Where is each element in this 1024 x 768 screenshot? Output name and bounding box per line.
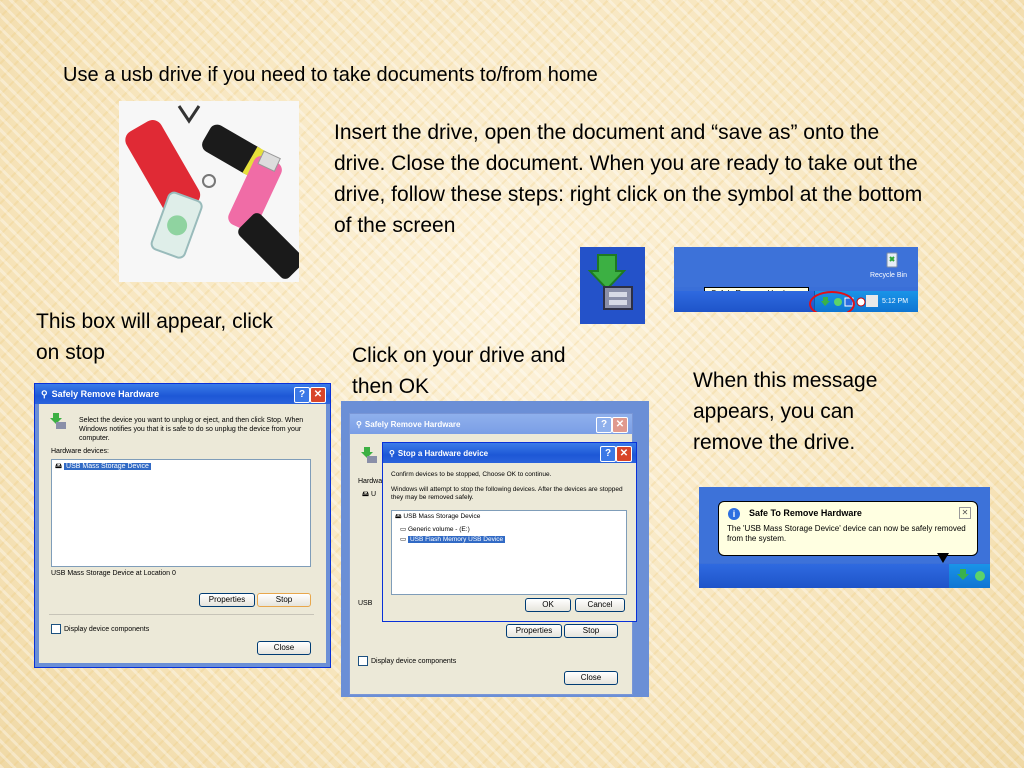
balloon-tail bbox=[937, 553, 949, 563]
list-item[interactable] bbox=[392, 524, 626, 534]
stop-dialog-help-button[interactable]: ? bbox=[600, 446, 616, 462]
tray-remove-hardware-icon[interactable] bbox=[957, 568, 971, 582]
dialog-title-bar bbox=[35, 384, 330, 404]
caption-box-appears: This box will appear, click on stop bbox=[36, 310, 273, 364]
recycle-bin-icon[interactable] bbox=[883, 251, 901, 269]
list-item-label: USB Flash Memory USB Device bbox=[409, 536, 504, 543]
highlight-circle bbox=[809, 291, 855, 312]
hardware-icon: ⚲ bbox=[41, 388, 48, 399]
stop-dialog-confirm: Confirm devices to be stopped, Choose OK to continue. bbox=[391, 471, 552, 478]
taskbar-clock: 5:12 PM bbox=[882, 298, 909, 305]
stop-dialog-title: Stop a Hardware device bbox=[397, 448, 489, 458]
dialog-description: Select the device you want to unplug or eject, and then click Stop. When Windows notifies you that it is safe to do so unplug the device from your computer. bbox=[79, 417, 304, 442]
usb-icon: 🖴 bbox=[55, 463, 63, 470]
background-window-title: Safely Remove Hardware bbox=[364, 419, 461, 429]
background-help-button[interactable]: ? bbox=[596, 417, 612, 433]
balloon-close-button[interactable]: ✕ bbox=[959, 507, 971, 519]
background-close-text-button[interactable]: Close bbox=[564, 671, 618, 685]
balloon-title: Safe To Remove Hardware bbox=[749, 508, 862, 518]
tray-network-icon[interactable] bbox=[974, 569, 986, 581]
tray-app-icon[interactable] bbox=[866, 295, 878, 307]
stop-button[interactable]: Stop bbox=[257, 593, 311, 607]
caption-message-appears: When this message appears, you can remove the drive. bbox=[693, 369, 878, 454]
hardware-device-list[interactable] bbox=[51, 459, 311, 567]
recycle-bin-label: Recycle Bin bbox=[870, 272, 907, 279]
properties-button[interactable]: Properties bbox=[199, 593, 255, 607]
stop-hardware-dialog bbox=[382, 442, 637, 622]
ok-button[interactable]: OK bbox=[525, 598, 571, 612]
list-item-label: USB Mass Storage Device bbox=[403, 513, 481, 520]
background-display-label: Display device components bbox=[371, 657, 457, 665]
instructions-text: Insert the drive, open the document and “save as” onto the drive. Close the document. When you are ready to take out the drive, follow these steps: right click on the symbol at the bottom of the screen bbox=[334, 121, 923, 237]
stop-dialog-icon: ⚲ bbox=[389, 448, 395, 458]
taskbar-screenshot bbox=[674, 247, 918, 312]
list-item[interactable] bbox=[52, 460, 310, 475]
taskbar bbox=[699, 564, 990, 588]
drive-icon: ▭ bbox=[400, 536, 407, 543]
list-item-label: USB Mass Storage Device bbox=[66, 463, 149, 470]
display-device-components[interactable] bbox=[51, 624, 149, 634]
background-display-checkbox[interactable] bbox=[358, 656, 368, 666]
close-window-button[interactable]: ✕ bbox=[310, 387, 326, 403]
safe-to-remove-balloon[interactable] bbox=[718, 501, 978, 556]
dialog-title: Safely Remove Hardware bbox=[51, 389, 160, 399]
slide-heading: Use a usb drive if you need to take documents to/from home bbox=[63, 64, 598, 86]
hardware-devices-label: Hardware devices: bbox=[51, 448, 109, 455]
close-button[interactable]: Close bbox=[257, 641, 311, 655]
list-item-label: Generic volume - (E:) bbox=[407, 526, 470, 533]
background-stop-button[interactable]: Stop bbox=[564, 624, 618, 638]
stop-dialog-attempt: Windows will attempt to stop the following devices. After the devices are stopped they may be removed safely. bbox=[391, 486, 623, 501]
background-devices-label: Hardwa bbox=[358, 478, 383, 485]
usb-icon: 🖴 bbox=[395, 513, 402, 520]
safely-remove-dialog bbox=[34, 383, 331, 668]
background-properties-button[interactable]: Properties bbox=[506, 624, 562, 638]
background-display-components[interactable] bbox=[358, 656, 456, 666]
usb-drives-photo bbox=[119, 101, 299, 282]
stop-device-screenshot bbox=[341, 401, 649, 697]
device-icon bbox=[49, 412, 67, 430]
devices-to-stop-list[interactable] bbox=[391, 510, 627, 595]
info-icon: i bbox=[728, 508, 740, 520]
caption-click-drive: Click on your drive and then OK bbox=[352, 344, 566, 398]
balloon-message: The 'USB Mass Storage Device' device can now be safely removed from the system. bbox=[727, 524, 966, 543]
background-device-label: U bbox=[371, 491, 377, 498]
drive-icon: ▭ bbox=[400, 526, 407, 533]
background-device-item: 🖴 U bbox=[362, 491, 377, 498]
list-item[interactable] bbox=[392, 511, 626, 524]
tray-shield-icon[interactable] bbox=[856, 295, 866, 307]
device-location: USB Mass Storage Device at Location 0 bbox=[51, 570, 176, 577]
help-button[interactable]: ? bbox=[294, 387, 310, 403]
display-components-checkbox[interactable] bbox=[51, 624, 61, 634]
safely-remove-hardware-icon bbox=[580, 247, 645, 324]
background-location: USB bbox=[358, 600, 373, 607]
safe-to-remove-screenshot bbox=[699, 487, 990, 588]
display-components-label: Display device components bbox=[64, 625, 150, 633]
background-window: ⚲ Safely Remove Hardware ? ✕ Hardwa 🖴 U USB Properties Stop Display device components Close bbox=[349, 413, 633, 695]
cancel-button[interactable]: Cancel bbox=[575, 598, 625, 612]
background-device-icon bbox=[360, 446, 378, 464]
list-item[interactable] bbox=[392, 534, 626, 544]
stop-dialog-close-button[interactable]: ✕ bbox=[616, 446, 632, 462]
background-close-button[interactable]: ✕ bbox=[612, 417, 628, 433]
